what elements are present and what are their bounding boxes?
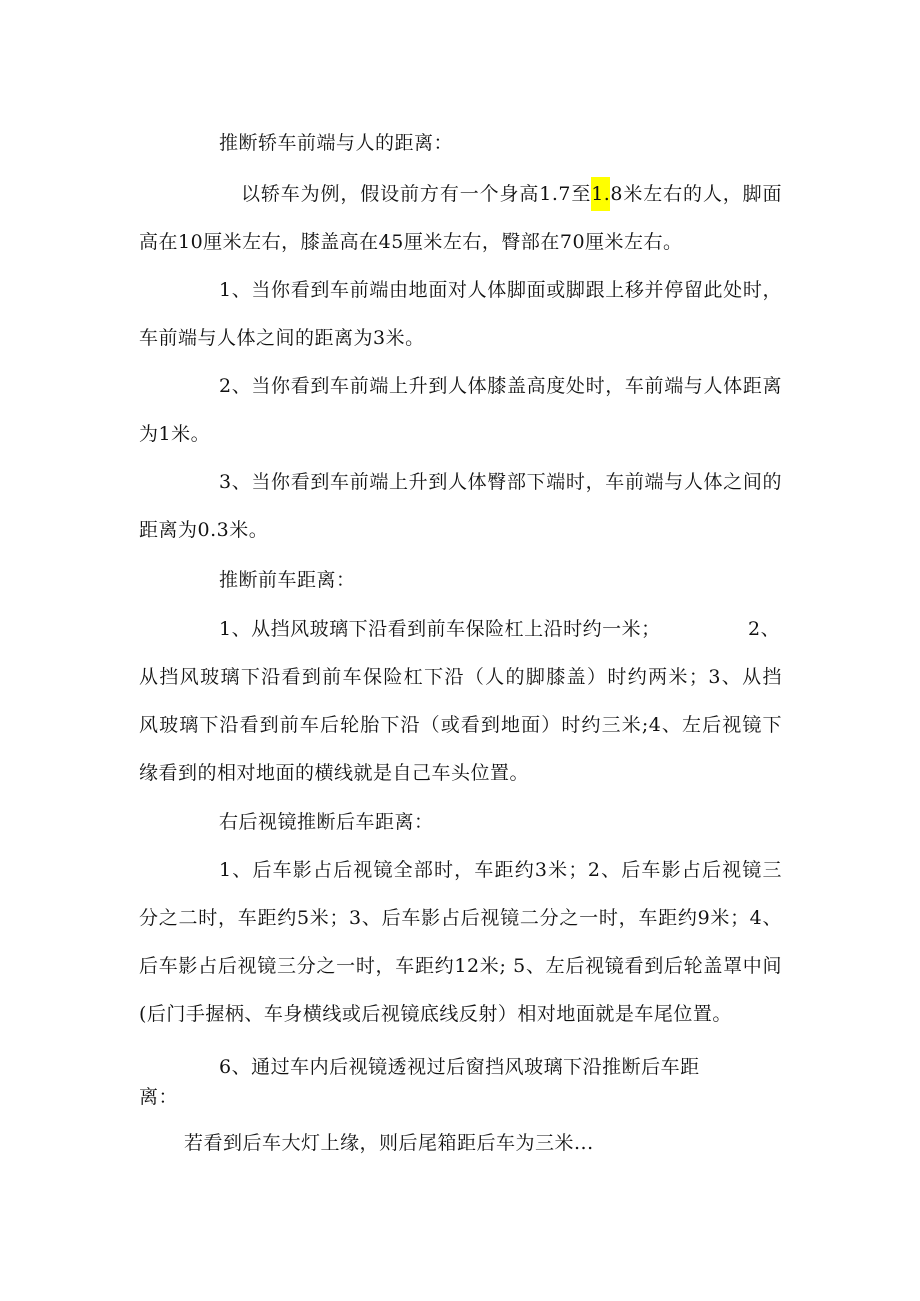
item-6-line-2: 离： xyxy=(139,1086,179,1108)
item-2-line-1: 2、当你看到车前端上升到人体膝盖高度处时，车前端与人体距离 xyxy=(219,375,782,397)
item-3-line-2: 距离为0.3米。 xyxy=(139,519,269,541)
heading-front-car-distance: 推断前车距离： xyxy=(219,569,356,591)
heading-rear-car-distance: 右后视镜推断后车距离： xyxy=(219,811,434,833)
front-car-para-line-2: 从挡风玻璃下沿看到前车保险杠下沿（人的脚膝盖）时约两米；3、从挡 xyxy=(139,666,782,688)
item-1-line-2: 车前端与人体之间的距离为3米。 xyxy=(139,327,425,349)
rear-car-para-line-4: (后门手握柄、车身横线或后视镜底线反射）相对地面就是车尾位置。 xyxy=(139,1003,732,1025)
front-car-para-line-4: 缘看到的相对地面的横线就是自己车头位置。 xyxy=(139,762,530,784)
heading-front-distance-to-person: 推断轿车前端与人的距离： xyxy=(219,132,454,154)
front-car-para-line-1: 1、从挡风玻璃下沿看到前车保险杠上沿时约一米； xyxy=(219,618,661,640)
highlighted-text: 1. xyxy=(591,177,610,211)
item-2-line-2: 为1米。 xyxy=(139,423,211,445)
item-6-line-1: 6、通过车内后视镜透视过后窗挡风玻璃下沿推断后车距 xyxy=(219,1056,700,1078)
item-3-line-1: 3、当你看到车前端上升到人体臀部下端时，车前端与人体之间的 xyxy=(219,471,782,493)
front-car-para-line-3: 风玻璃下沿看到前车后轮胎下沿（或看到地面）时约三米;4、左后视镜下 xyxy=(139,714,782,736)
front-car-para-item-2-label: 2、 xyxy=(748,618,781,640)
paragraph-intro-line-2: 高在10厘米左右，膝盖高在45厘米左右，臀部在70厘米左右。 xyxy=(139,231,683,253)
rear-car-para-line-3: 后车影占后视镜三分之一时，车距约12米; 5、左后视镜看到后轮盖罩中间 xyxy=(139,955,782,977)
rear-car-para-line-1: 1、后车影占后视镜全部时，车距约3米；2、后车影占后视镜三 xyxy=(219,859,782,881)
paragraph-intro-line-1: 以轿车为例，假设前方有一个身高1.7至1.8米左右的人，脚面 xyxy=(241,180,782,208)
item-1-line-1: 1、当你看到车前端由地面对人体脚面或脚跟上移并停留此处时， xyxy=(219,279,782,301)
rear-car-para-line-2: 分之二时，车距约5米；3、后车影占后视镜二分之一时，车距约9米；4、 xyxy=(139,907,782,929)
final-paragraph: 若看到后车大灯上缘，则后尾箱距后车为三米... xyxy=(184,1132,594,1154)
